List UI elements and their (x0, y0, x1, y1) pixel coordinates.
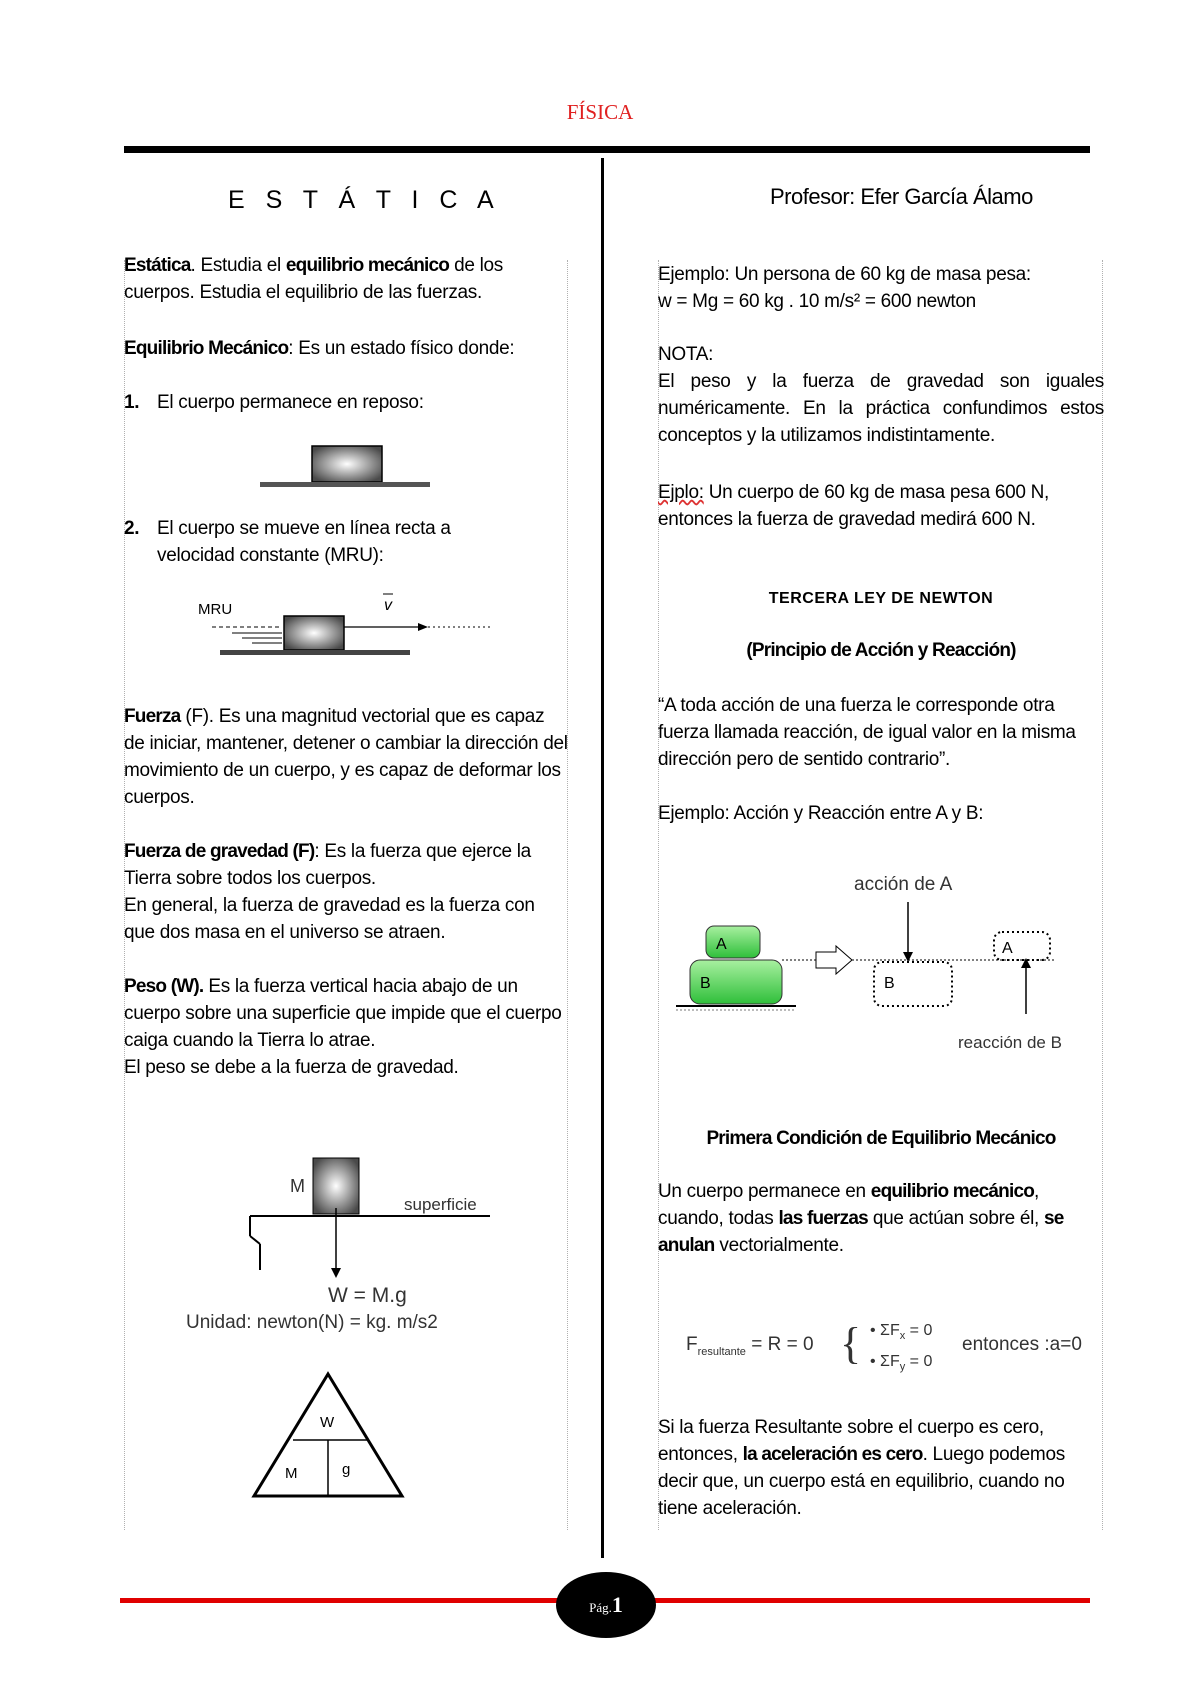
note-block (658, 341, 1104, 449)
text: Ejemplo: Un persona de 60 kg de masa pesa: (658, 264, 1031, 285)
weight-figure (240, 1150, 540, 1320)
first-condition-title (658, 1128, 1104, 1150)
list-item-1 (124, 389, 568, 416)
sum-x (870, 1318, 932, 1349)
paragraph-equilibrio (124, 335, 568, 362)
triangle-g: g (342, 1461, 351, 1478)
weight-arrowhead (331, 1268, 341, 1278)
term-equilibrio-mecanico: Equilibrio Mecánico (124, 338, 289, 359)
text: Un cuerpo de 60 kg de masa pesa 600 N, entonces la fuerza de gravedad medirá 600 N. (658, 482, 1050, 530)
paragraph-fuerza (124, 703, 568, 811)
text: que actúan sobre él, (867, 1208, 1045, 1229)
wmg-triangle (250, 1370, 410, 1500)
term-las-fuerzas: las fuerzas (778, 1208, 868, 1229)
note-text: El peso y la fuerza de gravedad son iguales numéricamente. En la práctica confundimos estos conceptos y la utilizamos indistintamente. (658, 371, 1104, 446)
sum-x-symbol: • ΣF (870, 1322, 900, 1339)
action-label: acción de A (854, 874, 953, 895)
ground (260, 482, 430, 487)
moving-block (284, 616, 344, 650)
right-dotted-border (658, 260, 659, 1530)
surface-support (250, 1236, 260, 1244)
sum-y (870, 1349, 932, 1380)
then-label: entonces :a=0 (962, 1334, 1082, 1355)
final-paragraph (658, 1414, 1104, 1522)
mass-label: M (290, 1176, 305, 1196)
sum-y-sub: y (899, 1361, 906, 1374)
page-number: 1 (611, 1592, 623, 1617)
text: Si la fuerza Resultante sobre el cuerpo es cero, entonces, (658, 1417, 1044, 1465)
term-equilibrio: equilibrio mecánico (285, 255, 450, 276)
text: En general, la fuerza de gravedad es la fuerza con que dos masa en el universo se atraen. (124, 895, 535, 943)
list-item-2 (124, 515, 568, 569)
header-rule (124, 146, 1090, 153)
triangle-w: W (320, 1414, 335, 1431)
note-title: NOTA: (658, 344, 714, 365)
page-header-title: FÍSICA (566, 100, 634, 124)
right-dotted-border-right (1102, 260, 1103, 1530)
mass-block (313, 1158, 359, 1214)
text: : Es un estado físico donde: (288, 338, 515, 359)
text: (F). Es una magnitud vectorial que es capaz de iniciar, mantener, detener o cambiar la dirección del movimiento de un cuerpo, y es capaz de deformar los cuerpos. (124, 706, 568, 808)
example-gravity (658, 479, 1104, 533)
term-estatica: Estática (124, 255, 191, 276)
text: . Luego podemos decir que, un cuerpo está en equilibrio, cuando no tiene aceleración. (658, 1444, 1065, 1519)
weight-formula: W = M.g (328, 1284, 407, 1307)
example-weight (658, 261, 1104, 315)
list-number: 1. (124, 392, 140, 413)
block (312, 446, 382, 482)
column-divider (601, 158, 604, 1558)
term-fuerza-gravedad: Fuerza de gravedad (F) (124, 841, 315, 862)
first-condition-title-text: Primera Condición de Equilibrio Mecánico (706, 1128, 1056, 1149)
list-text: El cuerpo se mueve en línea recta a velocidad constante (MRU): (157, 518, 451, 566)
velocity-arrowhead (418, 623, 428, 631)
term-equilibrio: equilibrio mecánico (870, 1181, 1035, 1202)
sum-y-eq: = 0 (905, 1353, 933, 1371)
newton-subtitle (658, 640, 1104, 662)
example-action-reaction: Ejemplo: Acción y Reacción entre A y B: (658, 803, 984, 824)
mru-label: MRU (198, 601, 233, 618)
text: , cuando, todas (658, 1181, 1040, 1229)
list-text: El cuerpo permanece en reposo: (157, 392, 424, 413)
newton-subtitle-text: (Principio de Acción y Reacción) (746, 640, 1016, 661)
term-se-anulan: se anulan (658, 1208, 1064, 1256)
page-number-badge (556, 1572, 656, 1638)
unit-label: Unidad: newton(N) = kg. m/s2 (186, 1312, 438, 1333)
sum-y-symbol: • ΣF (870, 1353, 900, 1371)
ghost-b-label: B (884, 975, 895, 992)
text: Un cuerpo permanece en (658, 1181, 871, 1202)
paragraph-peso (124, 973, 568, 1081)
section-title: E S T Á T I C A (228, 186, 501, 214)
action-reaction-figure (676, 866, 1096, 1066)
list-number: 2. (124, 518, 140, 539)
newton-quote: “A toda acción de una fuerza le corresponde otra fuerza llamada reacción, de igual valor en la misma dirección pero de sentido contrario”. (658, 695, 1076, 770)
resultant-formula (686, 1334, 814, 1358)
velocity-label: v (384, 597, 392, 614)
text: . Estudia el (190, 255, 286, 276)
sum-conditions (870, 1318, 932, 1380)
ghost-a-label: A (1002, 940, 1013, 957)
text: El peso se debe a la fuerza de gravedad. (124, 1057, 459, 1078)
reaction-label: reacción de B (958, 1033, 1062, 1052)
paragraph-fuerza-gravedad (124, 838, 568, 946)
text: : Es la fuerza que ejerce la Tierra sobre todos los cuerpos. (124, 841, 531, 889)
ground (220, 650, 410, 655)
triangle-m: M (285, 1465, 298, 1482)
force-symbol: F (686, 1334, 698, 1355)
block-a-label: A (716, 936, 727, 953)
block-b-label: B (700, 975, 711, 992)
block-at-rest-figure (260, 440, 430, 492)
sum-x-sub: x (899, 1330, 906, 1343)
text: vectorialmente. (714, 1235, 844, 1256)
text: w = Mg = 60 kg . 10 m/s² = 600 newton (658, 291, 976, 312)
paragraph-estatica (124, 252, 568, 306)
text: Es la fuerza vertical hacia abajo de un cuerpo sobre una superficie que impide que el cuerpo caiga cuando la Tierra lo atrae. (124, 976, 562, 1051)
motion-arrow (816, 946, 852, 974)
page-prefix: Pág. (589, 1600, 612, 1615)
formula-equals: = R = 0 (745, 1334, 814, 1355)
brace-symbol: { (840, 1319, 862, 1368)
term-aceleracion: la aceleración es cero (742, 1444, 923, 1465)
example-label: Ejplo: (658, 482, 704, 503)
term-peso: Peso (W). (124, 976, 204, 997)
sum-x-eq: = 0 (905, 1322, 933, 1339)
term-fuerza: Fuerza (124, 706, 181, 727)
force-subscript: resultante (697, 1345, 746, 1358)
block-a (706, 926, 760, 958)
condition-paragraph (658, 1178, 1104, 1259)
text: de los cuerpos. Estudia el equilibrio de las fuerzas. (124, 255, 503, 303)
professor-name: Profesor: Efer García Álamo (770, 184, 1033, 209)
newton-title: TERCERA LEY DE NEWTON (768, 590, 994, 607)
surface-label: superficie (404, 1195, 477, 1214)
mru-figure (196, 588, 496, 664)
